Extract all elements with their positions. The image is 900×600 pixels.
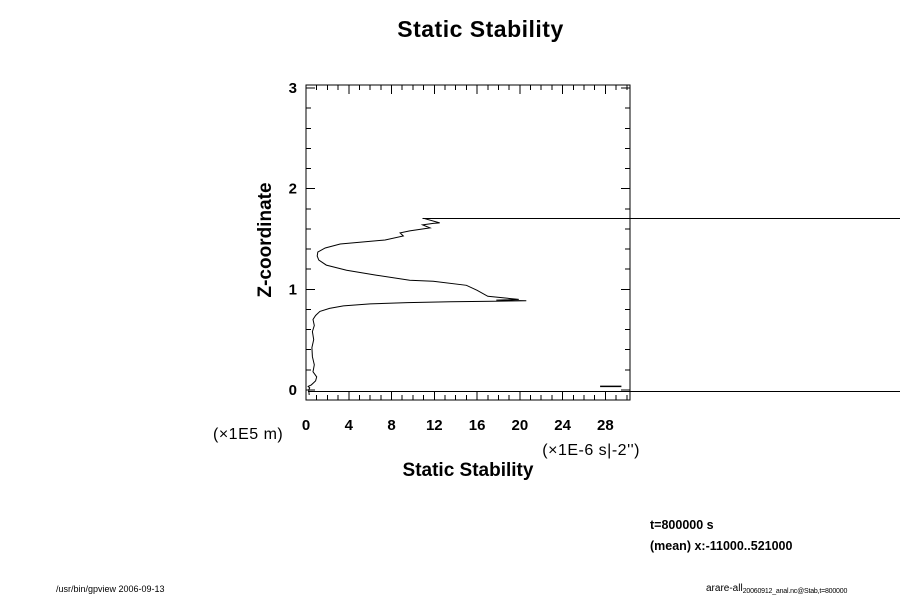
footer-command-line: /usr/bin/gpview 2006-09-13 <box>56 584 165 594</box>
x-axis-unit: (×1E-6 s|-2'') <box>542 442 640 459</box>
footer-dataset <box>706 583 847 595</box>
x-tick-label: 4 <box>344 417 353 434</box>
x-tick-label: 24 <box>554 417 571 434</box>
y-tick-label: 3 <box>288 80 297 98</box>
x-tick-label: 0 <box>301 417 311 434</box>
y-tick-label: 0 <box>288 381 297 399</box>
x-tick-label: 16 <box>468 417 486 434</box>
y-axis-unit: (×1E5 m) <box>213 426 284 443</box>
annotation-mean-range: (mean) x:-11000..521000 <box>650 539 793 553</box>
x-tick-label: 8 <box>387 417 396 434</box>
footer-dataset-name: arare-all <box>706 583 743 594</box>
profile-curve <box>308 218 526 395</box>
x-tick-label: 20 <box>511 417 529 434</box>
footer-dataset-detail: 20060912_anal.nc@Stab,t=800000 <box>742 588 848 595</box>
annotation-time: t=800000 s <box>650 518 714 532</box>
annotation-block <box>650 515 792 557</box>
chart-title: Static Stability <box>397 16 564 42</box>
y-axis-label: Z-coordinate <box>255 182 276 298</box>
y-tick-label: 1 <box>288 281 297 299</box>
y-tick-label: 2 <box>288 180 297 198</box>
x-axis-title: Static Stability <box>402 460 534 481</box>
x-tick-label: 28 <box>597 417 614 434</box>
x-tick-label: 12 <box>425 417 443 434</box>
